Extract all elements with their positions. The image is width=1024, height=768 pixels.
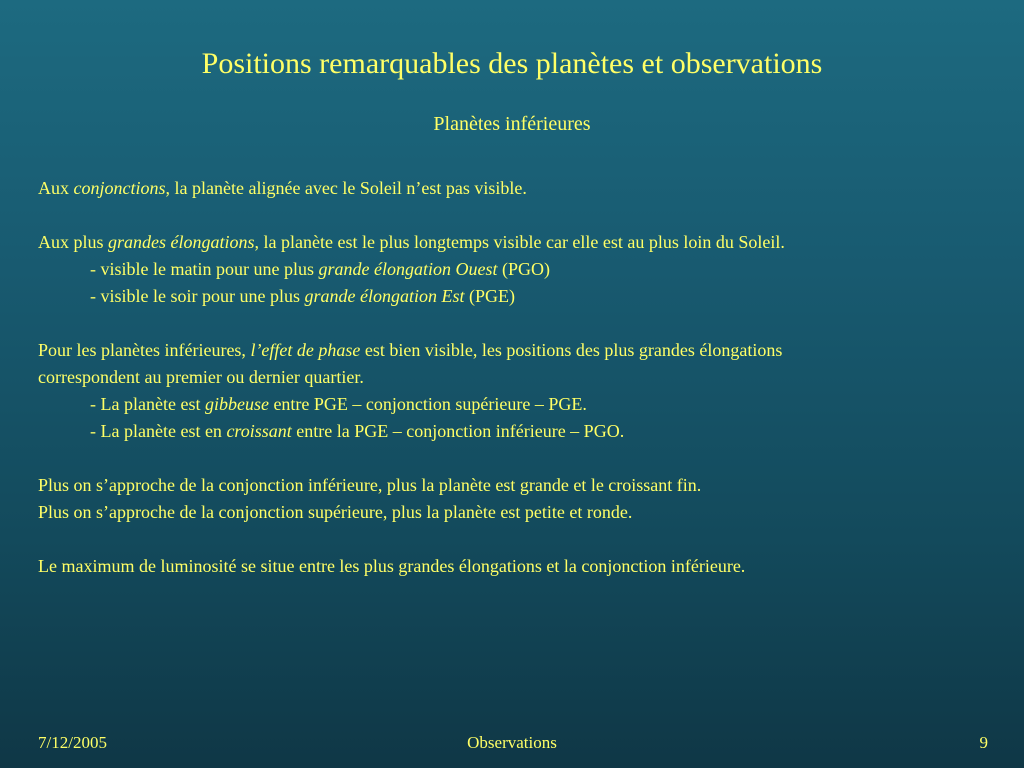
text-run: entre PGE – conjonction supérieure – PGE. (268, 394, 587, 414)
paragraph-conjonctions (38, 175, 998, 202)
text-run: - La planète est (90, 394, 205, 414)
bullet-pge (38, 283, 998, 310)
paragraph-spacer (38, 445, 998, 472)
emphasis-elongation-est: grande élongation Est (304, 286, 465, 306)
paragraph-effet-de-phase (38, 337, 998, 364)
paragraph-conjonction-inferieure: Plus on s’approche de la conjonction inférieure, plus la planète est grande et le croissant fin. (38, 475, 702, 495)
emphasis-grandes-elongations: grandes élongations (108, 232, 255, 252)
emphasis-elongation-ouest: grande élongation Ouest (318, 259, 498, 279)
paragraph-luminosite: Le maximum de luminosité se situe entre les plus grandes élongations et la conjonction inférieure. (38, 556, 746, 576)
emphasis-gibbeuse: gibbeuse (204, 394, 269, 414)
text-run: - visible le matin pour une plus (90, 259, 319, 279)
emphasis-croissant: croissant (226, 421, 292, 441)
paragraph-effet-de-phase-line2: correspondent au premier ou dernier quartier. (38, 367, 364, 387)
text-run: Aux (38, 178, 74, 198)
paragraph-spacer (38, 310, 998, 337)
footer-date: 7/12/2005 (38, 733, 107, 752)
paragraph-grandes-elongations (38, 229, 998, 256)
paragraph-conjonction-superieure: Plus on s’approche de la conjonction supérieure, plus la planète est petite et ronde. (38, 502, 633, 522)
text-run: - La planète est en (90, 421, 227, 441)
bullet-croissant (38, 418, 998, 445)
text-run: Aux plus (38, 232, 109, 252)
bullet-gibbeuse (38, 391, 998, 418)
bullet-pgo (38, 256, 998, 283)
paragraph-spacer (38, 526, 998, 553)
slide-title: Positions remarquables des planètes et observations (201, 47, 823, 80)
text-run: Pour les planètes inférieures, (38, 340, 251, 360)
emphasis-effet-de-phase: l’effet de phase (250, 340, 361, 360)
paragraph-spacer (38, 202, 998, 229)
text-run: entre la PGE – conjonction inférieure – PGO. (291, 421, 625, 441)
footer-title: Observations (467, 733, 557, 752)
text-run: , la planète alignée avec le Soleil n’est pas visible. (165, 178, 527, 198)
text-run: (PGE) (464, 286, 515, 306)
footer-page-number: 9 (979, 733, 988, 752)
emphasis-conjonctions: conjonctions (73, 178, 166, 198)
text-run: , la planète est le plus longtemps visible car elle est au plus loin du Soleil. (254, 232, 785, 252)
text-run: - visible le soir pour une plus (90, 286, 305, 306)
text-run: est bien visible, les positions des plus grandes élongations (360, 340, 783, 360)
slide-body (38, 175, 998, 580)
slide-subtitle: Planètes inférieures (433, 113, 591, 135)
text-run: (PGO) (497, 259, 550, 279)
